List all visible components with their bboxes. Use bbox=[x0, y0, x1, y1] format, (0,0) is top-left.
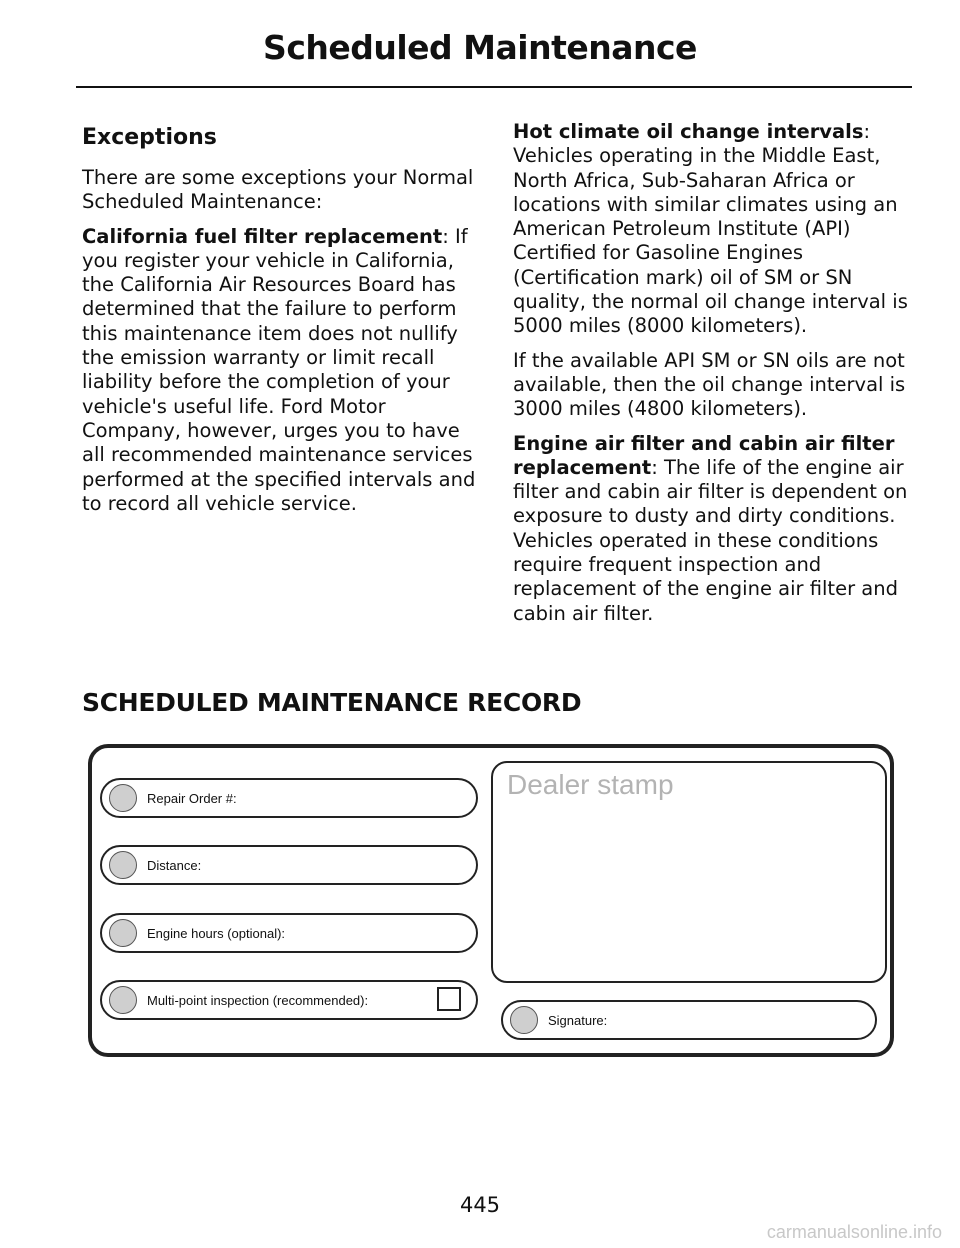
dealer-stamp-label: Dealer stamp bbox=[507, 769, 674, 800]
distance-field[interactable] bbox=[100, 845, 478, 885]
exceptions-heading: Exceptions bbox=[82, 125, 217, 150]
page-title: Scheduled Maintenance bbox=[263, 28, 697, 67]
multipoint-inspection-checkbox[interactable] bbox=[437, 987, 461, 1011]
repair-order-label: Repair Order #: bbox=[147, 791, 237, 806]
record-heading: SCHEDULED MAINTENANCE RECORD bbox=[82, 688, 582, 717]
california-text: : If you register your vehicle in California, the California Air Resources Board has determined that the failure to perform this maintenance item does not nullify the emission warranty or limit recall liability before the completion of your vehicle's useful life. Ford Motor Company, however, urges you to have all recommended maintenance services performed at the specified intervals and to record all vehicle service. bbox=[82, 224, 476, 515]
air-filter-paragraph bbox=[513, 432, 913, 626]
hot-climate-text: : Vehicles operating in the Middle East, North Africa, Sub-Saharan Africa or locations with similar climates using an American Petroleum Institute (API) Certified for Gasoline Engines (Certification mark) oil of SM or SN quality, the normal oil change interval is 5000 miles (8000 kilometers). bbox=[513, 120, 908, 338]
distance-label: Distance: bbox=[147, 858, 202, 873]
watermark: carmanualsonline.info bbox=[766, 1222, 942, 1242]
left-column bbox=[82, 120, 482, 526]
hot-climate-title: Hot climate oil change intervals bbox=[513, 120, 864, 143]
signature-field[interactable] bbox=[501, 1000, 877, 1040]
multipoint-inspection-label: Multi-point inspection (recommended): bbox=[147, 993, 369, 1008]
page-number: 445 bbox=[459, 1193, 501, 1217]
dealer-stamp-box bbox=[491, 761, 887, 983]
circle-icon bbox=[510, 1006, 538, 1034]
california-title: California fuel filter replacement bbox=[82, 224, 443, 248]
api-oil-paragraph: If the available API SM or SN oils are not available, then the oil change interval is 3000 miles (4800 kilometers). bbox=[513, 348, 906, 421]
california-paragraph bbox=[82, 225, 482, 517]
hot-climate-paragraph bbox=[513, 120, 913, 339]
signature-label: Signature: bbox=[548, 1013, 608, 1028]
air-filter-text: : The life of the engine air filter and cabin air filter is dependent on exposure to dusty and dirty conditions. Vehicles operated in these conditions require frequent inspection and replacement of the engine air filter and cabin air filter. bbox=[513, 455, 908, 625]
header-divider bbox=[76, 86, 912, 88]
circle-icon bbox=[109, 784, 137, 812]
circle-icon bbox=[109, 851, 137, 879]
circle-icon bbox=[109, 986, 137, 1014]
air-filter-title: Engine air filter and cabin air filter replacement bbox=[513, 431, 895, 479]
circle-icon bbox=[109, 919, 137, 947]
engine-hours-label: Engine hours (optional): bbox=[147, 926, 286, 941]
exceptions-intro: There are some exceptions your Normal Scheduled Maintenance: bbox=[82, 166, 474, 214]
multipoint-inspection-field[interactable] bbox=[100, 980, 478, 1020]
right-column bbox=[513, 120, 913, 636]
engine-hours-field[interactable] bbox=[100, 913, 478, 953]
repair-order-field[interactable] bbox=[100, 778, 478, 818]
